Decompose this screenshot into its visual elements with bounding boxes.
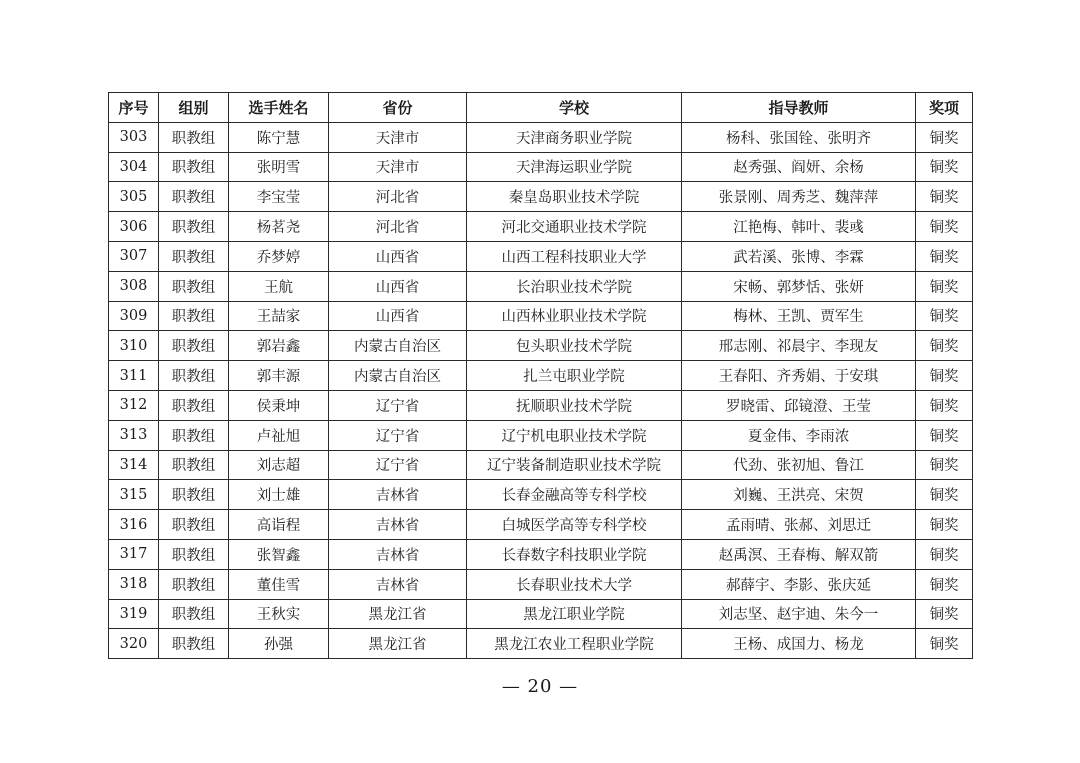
page-number: — 20 — (501, 676, 579, 697)
cell-contestant-name: 李宝莹 (229, 182, 329, 212)
cell-instructors: 江艳梅、韩叶、裴彧 (682, 212, 916, 242)
header-award: 奖项 (916, 93, 973, 123)
cell-instructors: 孟雨晴、张郝、刘思迁 (682, 510, 916, 540)
cell-award: 铜奖 (916, 331, 973, 361)
cell-contestant-name: 王航 (229, 271, 329, 301)
table-row (109, 301, 973, 331)
table-row (109, 182, 973, 212)
table-row (109, 122, 973, 152)
cell-award: 铜奖 (916, 450, 973, 480)
cell-province: 辽宁省 (329, 390, 467, 420)
cell-province: 内蒙古自治区 (329, 331, 467, 361)
cell-instructors: 宋畅、郭梦恬、张妍 (682, 271, 916, 301)
cell-award: 铜奖 (916, 152, 973, 182)
cell-index: 318 (109, 569, 159, 599)
cell-instructors: 张景刚、周秀芝、魏萍萍 (682, 182, 916, 212)
cell-group: 职教组 (159, 331, 229, 361)
cell-instructors: 罗晓雷、邱镜澄、王莹 (682, 390, 916, 420)
header-instructors: 指导教师 (682, 93, 916, 123)
cell-province: 辽宁省 (329, 420, 467, 450)
cell-instructors: 郝薛宇、李影、张庆延 (682, 569, 916, 599)
cell-award: 铜奖 (916, 212, 973, 242)
header-row (109, 93, 973, 123)
cell-province: 黑龙江省 (329, 629, 467, 659)
cell-index: 315 (109, 480, 159, 510)
cell-index: 304 (109, 152, 159, 182)
cell-school: 辽宁装备制造职业技术学院 (467, 450, 682, 480)
cell-contestant-name: 乔梦婷 (229, 241, 329, 271)
cell-group: 职教组 (159, 361, 229, 391)
cell-index: 319 (109, 599, 159, 629)
cell-province: 辽宁省 (329, 450, 467, 480)
cell-award: 铜奖 (916, 539, 973, 569)
cell-school: 秦皇岛职业技术学院 (467, 182, 682, 212)
cell-group: 职教组 (159, 569, 229, 599)
cell-province: 吉林省 (329, 480, 467, 510)
table-body (109, 122, 973, 658)
cell-index: 316 (109, 510, 159, 540)
cell-province: 山西省 (329, 271, 467, 301)
cell-index: 314 (109, 450, 159, 480)
cell-contestant-name: 王秋实 (229, 599, 329, 629)
cell-contestant-name: 刘志超 (229, 450, 329, 480)
header-contestant-name: 选手姓名 (229, 93, 329, 123)
cell-index: 305 (109, 182, 159, 212)
cell-province: 天津市 (329, 122, 467, 152)
awards-table (108, 92, 973, 659)
table-header (109, 93, 973, 123)
cell-group: 职教组 (159, 539, 229, 569)
cell-instructors: 刘巍、王洪亮、宋贺 (682, 480, 916, 510)
cell-instructors: 王春阳、齐秀娟、于安琪 (682, 361, 916, 391)
cell-award: 铜奖 (916, 122, 973, 152)
header-province: 省份 (329, 93, 467, 123)
cell-index: 310 (109, 331, 159, 361)
cell-school: 山西工程科技职业大学 (467, 241, 682, 271)
table-row (109, 331, 973, 361)
cell-contestant-name: 孙强 (229, 629, 329, 659)
cell-award: 铜奖 (916, 480, 973, 510)
cell-index: 309 (109, 301, 159, 331)
cell-instructors: 赵秀强、阎妍、余杨 (682, 152, 916, 182)
table-row (109, 420, 973, 450)
cell-award: 铜奖 (916, 182, 973, 212)
cell-award: 铜奖 (916, 361, 973, 391)
cell-group: 职教组 (159, 241, 229, 271)
cell-school: 黑龙江职业学院 (467, 599, 682, 629)
cell-contestant-name: 侯秉坤 (229, 390, 329, 420)
cell-contestant-name: 郭岩鑫 (229, 331, 329, 361)
cell-group: 职教组 (159, 450, 229, 480)
table-row (109, 629, 973, 659)
cell-award: 铜奖 (916, 420, 973, 450)
cell-school: 山西林业职业技术学院 (467, 301, 682, 331)
cell-school: 抚顺职业技术学院 (467, 390, 682, 420)
cell-group: 职教组 (159, 212, 229, 242)
cell-award: 铜奖 (916, 569, 973, 599)
cell-school: 天津商务职业学院 (467, 122, 682, 152)
table-row (109, 271, 973, 301)
cell-school: 长春职业技术大学 (467, 569, 682, 599)
cell-instructors: 刘志坚、赵宇迪、朱今一 (682, 599, 916, 629)
cell-contestant-name: 陈宁慧 (229, 122, 329, 152)
cell-index: 320 (109, 629, 159, 659)
cell-province: 河北省 (329, 182, 467, 212)
cell-index: 311 (109, 361, 159, 391)
cell-school: 河北交通职业技术学院 (467, 212, 682, 242)
cell-group: 职教组 (159, 420, 229, 450)
header-group: 组别 (159, 93, 229, 123)
cell-group: 职教组 (159, 480, 229, 510)
cell-instructors: 武若溪、张博、李霖 (682, 241, 916, 271)
cell-instructors: 邢志刚、祁晨宇、李现友 (682, 331, 916, 361)
cell-contestant-name: 董佳雪 (229, 569, 329, 599)
cell-group: 职教组 (159, 510, 229, 540)
cell-index: 312 (109, 390, 159, 420)
cell-province: 吉林省 (329, 539, 467, 569)
cell-contestant-name: 王喆家 (229, 301, 329, 331)
cell-province: 河北省 (329, 212, 467, 242)
table-row (109, 539, 973, 569)
table-row (109, 569, 973, 599)
cell-school: 辽宁机电职业技术学院 (467, 420, 682, 450)
cell-contestant-name: 张明雪 (229, 152, 329, 182)
cell-award: 铜奖 (916, 510, 973, 540)
cell-instructors: 王杨、成国力、杨龙 (682, 629, 916, 659)
cell-index: 317 (109, 539, 159, 569)
table-row (109, 510, 973, 540)
cell-index: 307 (109, 241, 159, 271)
cell-group: 职教组 (159, 390, 229, 420)
cell-province: 天津市 (329, 152, 467, 182)
cell-contestant-name: 张智鑫 (229, 539, 329, 569)
cell-school: 白城医学高等专科学校 (467, 510, 682, 540)
cell-group: 职教组 (159, 122, 229, 152)
cell-award: 铜奖 (916, 271, 973, 301)
table-row (109, 599, 973, 629)
cell-group: 职教组 (159, 599, 229, 629)
table-row (109, 212, 973, 242)
table-row (109, 450, 973, 480)
cell-award: 铜奖 (916, 599, 973, 629)
cell-award: 铜奖 (916, 301, 973, 331)
cell-index: 303 (109, 122, 159, 152)
cell-province: 吉林省 (329, 510, 467, 540)
cell-group: 职教组 (159, 152, 229, 182)
cell-award: 铜奖 (916, 241, 973, 271)
cell-award: 铜奖 (916, 629, 973, 659)
cell-instructors: 代劲、张初旭、鲁江 (682, 450, 916, 480)
cell-province: 山西省 (329, 301, 467, 331)
cell-school: 长春金融高等专科学校 (467, 480, 682, 510)
cell-school: 包头职业技术学院 (467, 331, 682, 361)
cell-school: 长治职业技术学院 (467, 271, 682, 301)
cell-instructors: 杨科、张国铨、张明齐 (682, 122, 916, 152)
cell-school: 天津海运职业学院 (467, 152, 682, 182)
cell-index: 306 (109, 212, 159, 242)
cell-contestant-name: 郭丰源 (229, 361, 329, 391)
cell-province: 黑龙江省 (329, 599, 467, 629)
cell-index: 308 (109, 271, 159, 301)
cell-contestant-name: 卢祉旭 (229, 420, 329, 450)
cell-instructors: 夏金伟、李雨浓 (682, 420, 916, 450)
cell-group: 职教组 (159, 182, 229, 212)
cell-province: 内蒙古自治区 (329, 361, 467, 391)
cell-group: 职教组 (159, 301, 229, 331)
cell-contestant-name: 杨茗尧 (229, 212, 329, 242)
table-row (109, 152, 973, 182)
header-index: 序号 (109, 93, 159, 123)
cell-school: 黑龙江农业工程职业学院 (467, 629, 682, 659)
cell-province: 山西省 (329, 241, 467, 271)
cell-contestant-name: 高诣程 (229, 510, 329, 540)
cell-contestant-name: 刘士雄 (229, 480, 329, 510)
table-row (109, 241, 973, 271)
cell-group: 职教组 (159, 271, 229, 301)
cell-school: 扎兰屯职业学院 (467, 361, 682, 391)
cell-instructors: 梅林、王凯、贾军生 (682, 301, 916, 331)
cell-index: 313 (109, 420, 159, 450)
cell-province: 吉林省 (329, 569, 467, 599)
cell-award: 铜奖 (916, 390, 973, 420)
table-row (109, 390, 973, 420)
cell-school: 长春数字科技职业学院 (467, 539, 682, 569)
table-row (109, 361, 973, 391)
header-school: 学校 (467, 93, 682, 123)
cell-group: 职教组 (159, 629, 229, 659)
table-row (109, 480, 973, 510)
cell-instructors: 赵禹溟、王春梅、解双箭 (682, 539, 916, 569)
